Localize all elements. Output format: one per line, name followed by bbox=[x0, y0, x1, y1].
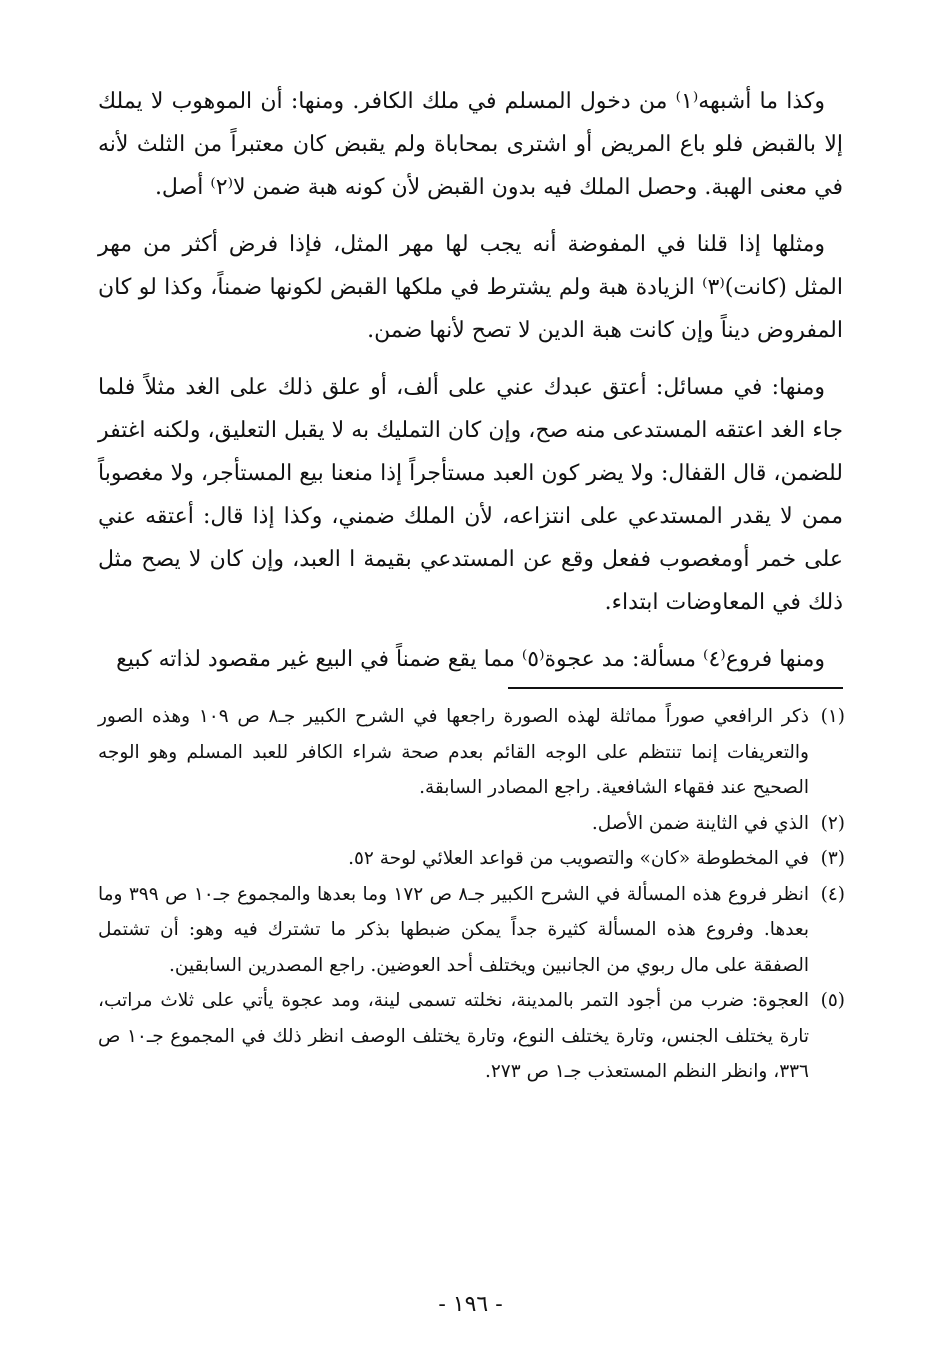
footnote-text: انظر فروع هذه المسألة في الشرح الكبير جـ٨ ص ١٧٢ وما بعدها والمجموع جـ١٠ ص ٣٩٩ وما بعدها. وفروع هذه المسألة كثيرة جداً يمكن ضبطها بذكر ما تشترك فيه وهو: أن تشتمل الصفقة على مال ربوي من الجانبين ويختلف أحد العوضين. راجع المصدرين السابقين. bbox=[98, 883, 809, 976]
page-number: - ١٩٦ - bbox=[438, 1292, 503, 1317]
footnote-4 bbox=[98, 877, 843, 984]
footnote-1 bbox=[98, 699, 843, 806]
footnote-2 bbox=[98, 806, 843, 842]
footnote-text: في المخطوطة «كان» والتصويب من قواعد العلائي لوحة ٥٢. bbox=[348, 848, 809, 869]
footnote-text: العجوة: ضرب من أجود التمر بالمدينة، نخلته تسمى لينة، ومد عجوة يأتي على ثلاث مراتب، تارة يختلف الجنس، وتارة يختلف النوع، وتارة يختلف الوصف انظر ذلك في المجموع جـ١٠ ص ٣٣٦، وانظر النظم المستعذب جـ١ ص ٢٧٣. bbox=[98, 990, 809, 1082]
footnote-number: (٥) bbox=[820, 990, 845, 1011]
footnote-text: ذكر الرافعي صوراً مماثلة لهذه الصورة راجعها في الشرح الكبير جـ٨ ص ١٠٩ وهذه الصور والتعريفات إنما تنتظم على الوجه القائم بعدم صحة شراء الكافر للعبد المسلم وهو الوجه الصحيح عند فقهاء الشافعية. راجع المصادر السابقة. bbox=[98, 706, 809, 798]
paragraph-3: ومنها: في مسائل: أعتق عبدك عني على ألف، أو علق ذلك على الغد مثلاً فلما جاء الغد اعتقه المستدعى منه صح، وإن كان التمليك به لا يقبل التعليق، ولكنه اغتفر للضمن، قال القفال: ولا يضر كون العبد مستأجراً إذا منعنا بيع المستأجر، ولا مغصوباً ممن لا يقدر المستدعي على انتزاعه، لأن الملك ضمني، وكذا إذا قال: أعتقه عني على خمر أومغصوب ففعل وقع عن المستدعي بقيمة ا العبد، وإن كان لا يصح مثل ذلك في المعاوضات ابتداء. bbox=[98, 375, 843, 615]
paragraph-1: وكذا ما أشبهه⁽١⁾ من دخول المسلم في ملك الكافر. ومنها: أن الموهوب لا يملك إلا بالقبض فلو باع المريض أو اشترى بمحاباة ولم يقبض كان معتبراً من الثلث لأنه في معنى الهبة. وحصل الملك فيه بدون القبض لأن كونه هبة ضمن لا⁽٢⁾ أصل. bbox=[98, 89, 843, 200]
footnote-number: (٢) bbox=[820, 812, 845, 834]
footnote-text: الذي في الثاينة ضمن الأصل. bbox=[591, 812, 809, 834]
document-page bbox=[98, 80, 843, 1320]
footnote-number: (٣) bbox=[820, 848, 845, 869]
footnotes bbox=[98, 699, 843, 1090]
main-text bbox=[98, 80, 843, 681]
footnote-3 bbox=[98, 841, 843, 877]
footnote-5 bbox=[98, 983, 843, 1090]
footnote-number: (٤) bbox=[820, 883, 845, 905]
paragraph-2: ومثلها إذا قلنا في المفوضة أنه يجب لها مهر المثل، فإذا فرض أكثر من مهر المثل (كانت)⁽٣⁾ الزيادة هبة ولم يشترط في ملكها القبض لكونها ضمناً، وكذا لو كان المفروض ديناً وإن كانت هبة الدين لا تصح لأنها ضمن. bbox=[98, 232, 843, 343]
footnote-number: (١) bbox=[820, 706, 845, 727]
paragraph-4: ومنها فروع⁽٤⁾ مسألة: مد عجوة⁽٥⁾ مما يقع ضمناً في البيع غير مقصود لذاته كبيع bbox=[116, 647, 825, 672]
footnote-divider bbox=[508, 687, 843, 689]
